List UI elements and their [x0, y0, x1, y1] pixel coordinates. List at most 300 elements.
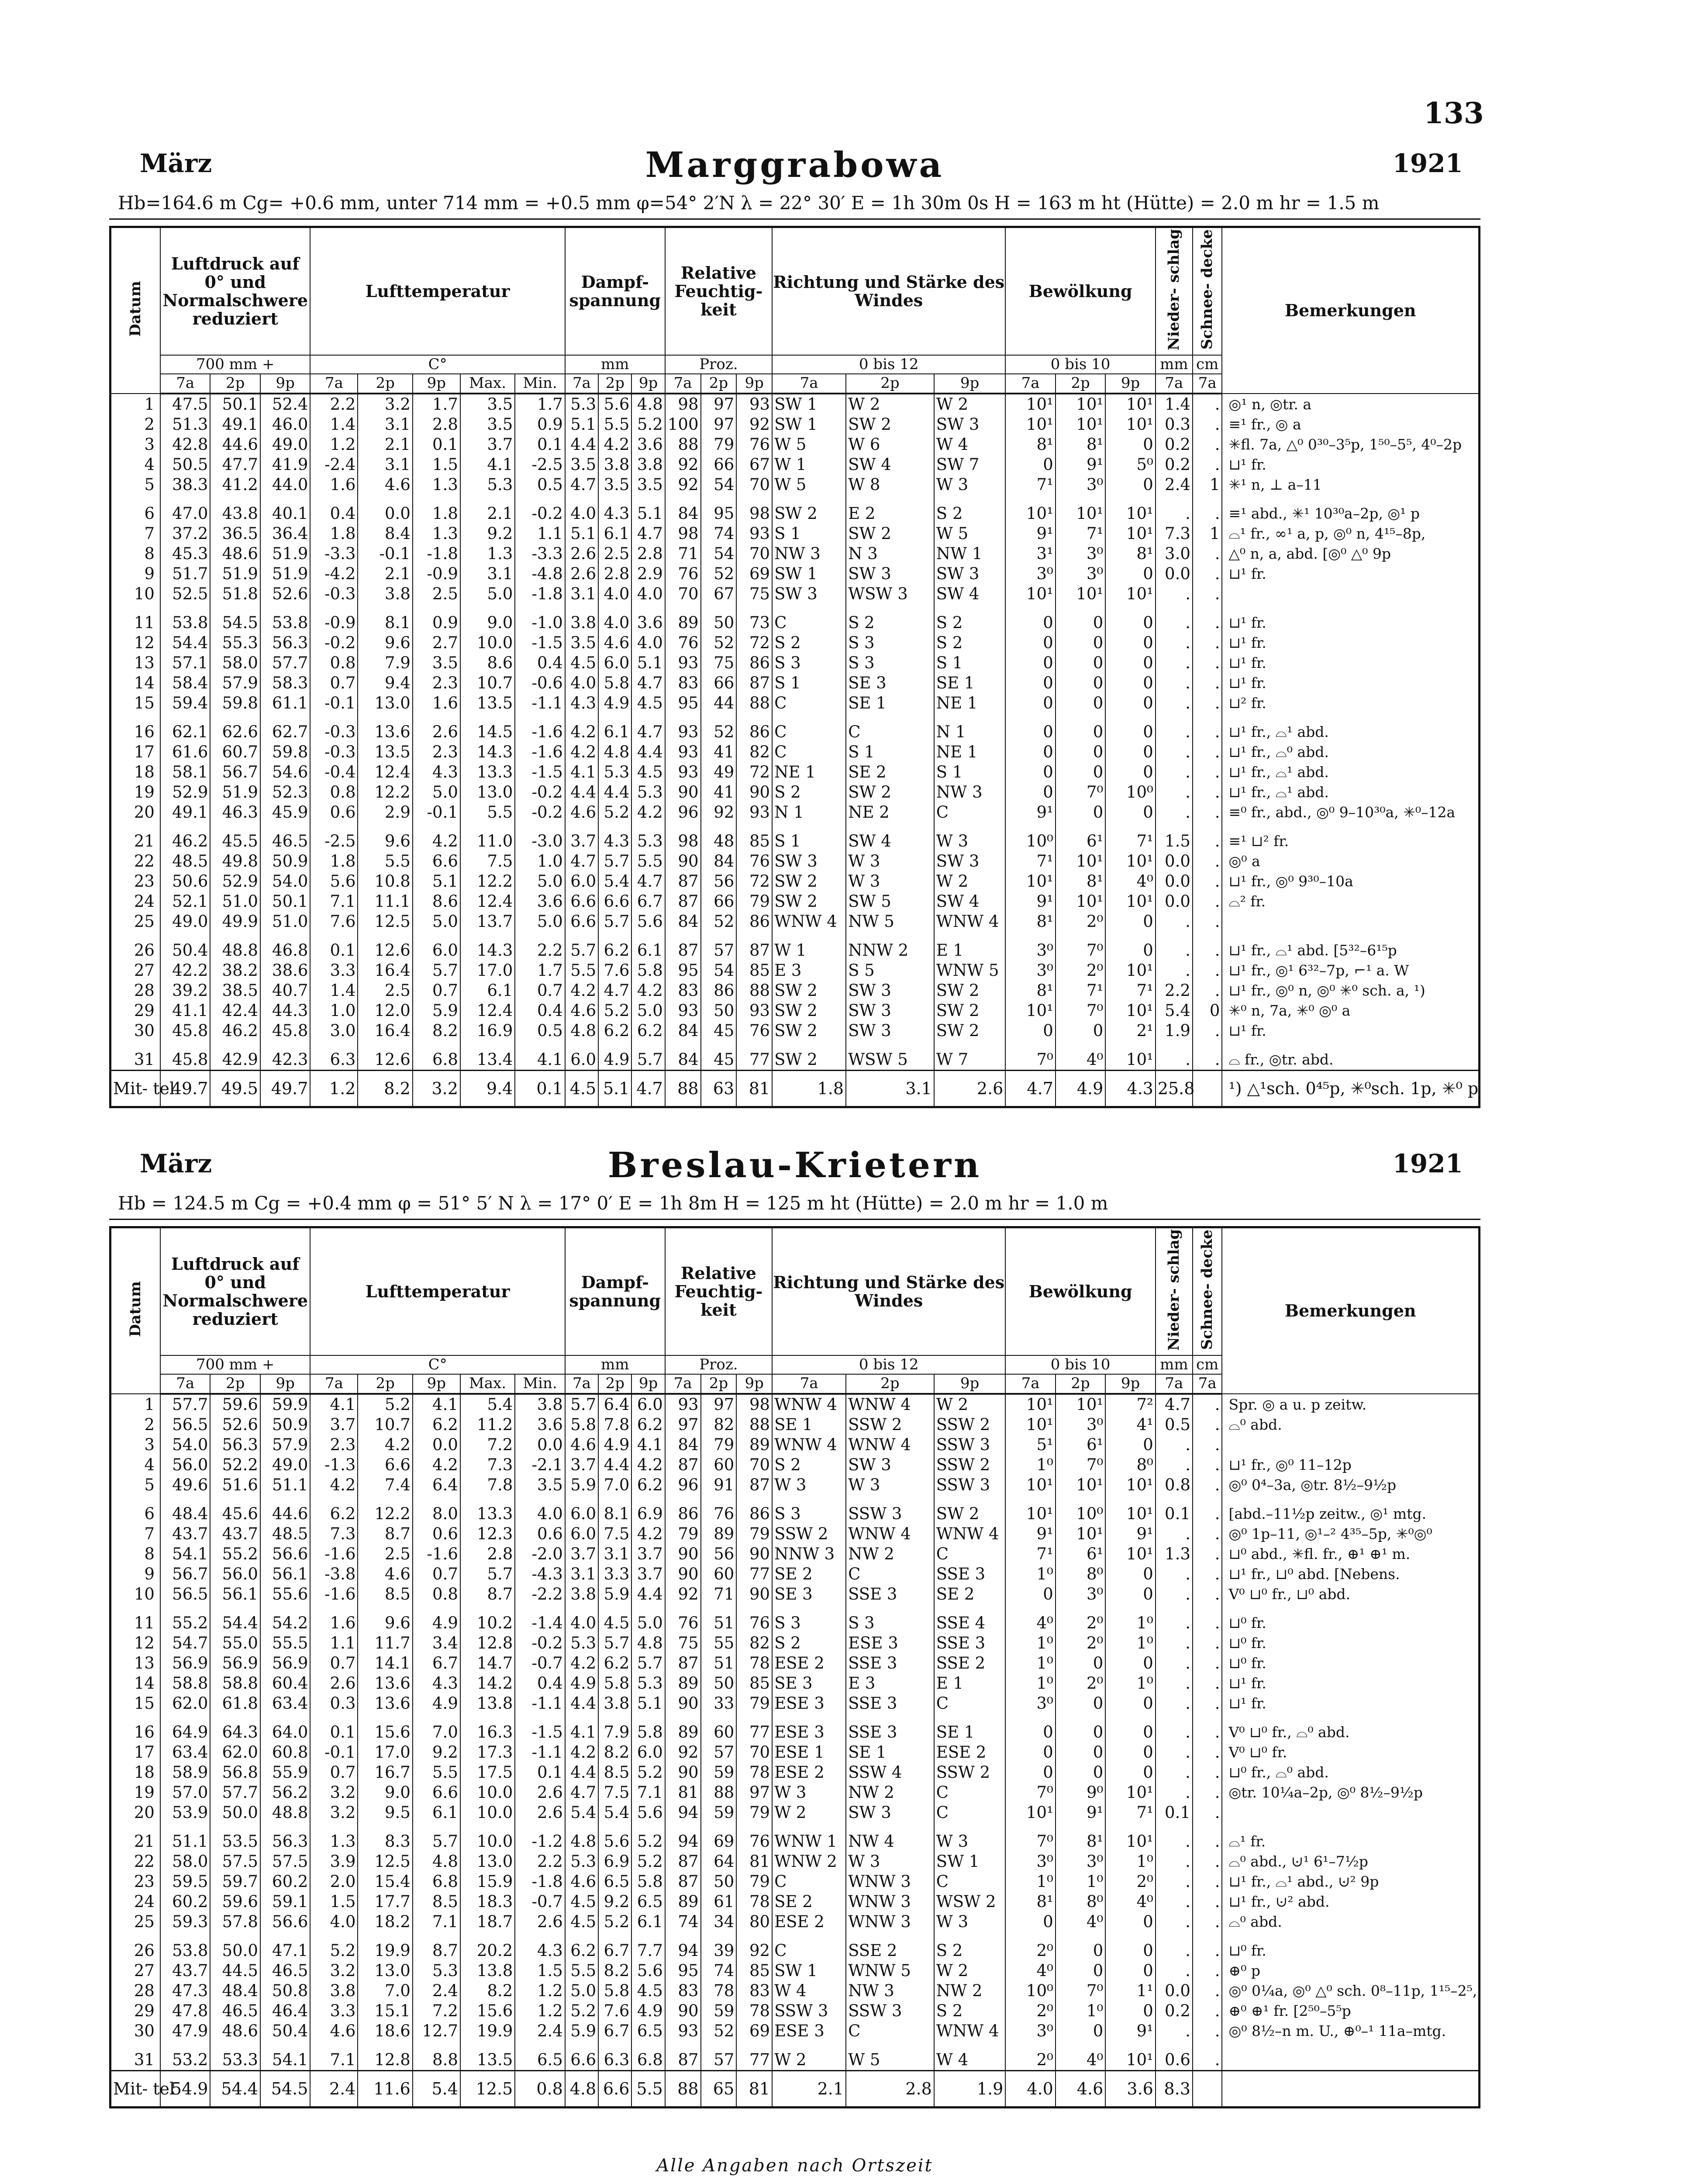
temperature-cell: 10.8: [358, 871, 412, 892]
day-cell: 1: [110, 1394, 160, 1415]
humidity-cell: 50: [701, 1001, 737, 1021]
cloud-cell: 0: [1056, 673, 1105, 693]
precipitation-cell: .: [1156, 1823, 1193, 1852]
temperature-cell: 0.1: [310, 1714, 358, 1742]
pressure-cell: 46.2: [160, 822, 210, 851]
wind-cell: E 2: [846, 495, 934, 524]
wind-cell: NE 1: [934, 742, 1006, 762]
humidity-cell: 69: [736, 2021, 772, 2041]
wind-cell: SW 3: [846, 1803, 934, 1823]
cloud-cell: 10¹: [1105, 584, 1156, 604]
wind-mean: 2.1: [772, 2070, 846, 2107]
vapour-cell: 5.7: [598, 1633, 631, 1653]
temperature-cell: 1.6: [413, 693, 460, 713]
table-row: [110, 2041, 1480, 2071]
remarks-footnote: ¹) △¹sch. 0⁴⁵p, ✳⁰sch. 1p, ✳⁰ p: [1222, 1070, 1479, 1107]
vapour-cell: 4.2: [631, 1524, 665, 1544]
pressure-cell: 49.9: [210, 912, 260, 932]
cloud-cell: 0: [1056, 1653, 1105, 1673]
temperature-cell: 7.1: [310, 892, 358, 912]
vapour-cell: 5.7: [598, 912, 631, 932]
table-row: [110, 1823, 1480, 1852]
vapour-cell: 6.0: [565, 1495, 598, 1524]
col-time-t9: 9p: [631, 374, 665, 393]
temperature-cell: -1.2: [515, 1823, 565, 1852]
wind-cell: SW 4: [934, 892, 1006, 912]
cloud-cell: 1⁰: [1005, 1564, 1055, 1584]
vapour-cell: 4.7: [631, 524, 665, 544]
pressure-cell: 58.4: [160, 673, 210, 693]
temperature-cell: 0.4: [515, 1001, 565, 1021]
cloud-cell: 10¹: [1005, 495, 1055, 524]
wind-cell: SW 2: [934, 1001, 1006, 1021]
humidity-cell: 86: [701, 981, 737, 1001]
day-cell: 9: [110, 1564, 160, 1584]
cloud-mean: 4.0: [1005, 2070, 1055, 2107]
temperature-cell: 8.7: [460, 1584, 515, 1604]
table-row: [110, 742, 1480, 762]
temperature-cell: 10.0: [460, 633, 515, 653]
wind-cell: SW 3: [846, 1021, 934, 1041]
temperature-cell: 6.2: [413, 1415, 460, 1435]
cloud-cell: 3⁰: [1056, 564, 1105, 584]
cloud-cell: 7⁰: [1056, 1455, 1105, 1475]
snow-cell: 1: [1193, 524, 1222, 544]
snow-cell: .: [1193, 1742, 1222, 1762]
precipitation-cell: 0.8: [1156, 1475, 1193, 1495]
temperature-cell: 13.8: [460, 1693, 515, 1714]
table-row: [110, 1932, 1480, 1961]
vapour-cell: 4.3: [598, 822, 631, 851]
humidity-cell: 44: [701, 693, 737, 713]
temperature-cell: -4.3: [515, 1564, 565, 1584]
wind-cell: SSE 3: [934, 1633, 1006, 1653]
temperature-cell: 3.1: [358, 455, 412, 475]
temperature-cell: 0.0: [413, 1435, 460, 1455]
humidity-cell: 93: [736, 394, 772, 415]
humidity-cell: 77: [736, 1041, 772, 1071]
precipitation-cell: .: [1156, 1961, 1193, 1981]
remarks-cell: [abd.–11½p zeitw., ◎¹ mtg.: [1222, 1495, 1479, 1524]
wind-mean: 1.9: [934, 2070, 1006, 2107]
wind-cell: SW 7: [934, 455, 1006, 475]
temperature-cell: 15.1: [358, 2001, 412, 2021]
temperature-cell: 13.0: [460, 1852, 515, 1872]
pressure-cell: 41.2: [210, 475, 260, 495]
pressure-cell: 40.1: [260, 495, 310, 524]
pressure-cell: 44.0: [260, 475, 310, 495]
humidity-cell: 66: [701, 673, 737, 693]
snow-cell: .: [1193, 822, 1222, 851]
humidity-cell: 66: [701, 892, 737, 912]
vapour-cell: 5.2: [598, 1001, 631, 1021]
vapour-cell: 4.0: [565, 495, 598, 524]
table-row: [110, 1912, 1480, 1932]
humidity-cell: 78: [701, 1981, 737, 2001]
cloud-cell: 1⁰: [1005, 1653, 1055, 1673]
pressure-cell: 63.4: [160, 1742, 210, 1762]
humidity-cell: 87: [665, 1852, 701, 1872]
snow-cell: .: [1193, 1394, 1222, 1415]
wind-cell: SSW 2: [934, 1455, 1006, 1475]
humidity-cell: 56: [701, 1544, 737, 1564]
precipitation-cell: .: [1156, 1584, 1193, 1604]
humidity-cell: 72: [736, 871, 772, 892]
precipitation-cell: .: [1156, 1783, 1193, 1803]
pressure-cell: 51.9: [260, 544, 310, 564]
temperature-cell: 12.2: [358, 782, 412, 802]
temperature-cell: 5.4: [460, 1394, 515, 1415]
temperature-cell: 4.2: [310, 1475, 358, 1495]
temperature-cell: 12.6: [358, 932, 412, 961]
day-cell: 2: [110, 1415, 160, 1435]
humidity-cell: 76: [736, 851, 772, 871]
vapour-cell: 6.6: [565, 912, 598, 932]
wind-cell: SW 2: [846, 415, 934, 435]
wind-cell: SE 1: [934, 1714, 1006, 1742]
vapour-cell: 5.1: [631, 1693, 665, 1714]
pressure-cell: 62.6: [210, 713, 260, 742]
snow-cell: .: [1193, 1475, 1222, 1495]
temperature-cell: 5.3: [460, 475, 515, 495]
pressure-cell: 49.1: [210, 415, 260, 435]
cloud-cell: 0: [1056, 1714, 1105, 1742]
day-cell: 28: [110, 1981, 160, 2001]
col-temp-t2: 2p: [358, 374, 412, 393]
unit-wind: 0 bis 12: [772, 1355, 1005, 1374]
vapour-cell: 4.9: [565, 1673, 598, 1693]
cloud-cell: 10¹: [1105, 1001, 1156, 1021]
wind-cell: S 2: [772, 633, 846, 653]
temperature-cell: -0.1: [310, 693, 358, 713]
temperature-cell: 12.2: [460, 871, 515, 892]
temperature-cell: 12.7: [413, 2021, 460, 2041]
pressure-cell: 54.2: [260, 1604, 310, 1633]
header-datum: [110, 1227, 160, 1394]
pressure-cell: 55.3: [210, 633, 260, 653]
pressure-cell: 58.1: [160, 762, 210, 782]
temperature-cell: 13.6: [358, 1693, 412, 1714]
wind-cell: NW 3: [934, 782, 1006, 802]
cloud-cell: 0: [1056, 742, 1105, 762]
mean-row: [110, 2070, 1480, 2107]
temperature-cell: 1.8: [310, 524, 358, 544]
table-row: [110, 564, 1480, 584]
temperature-cell: 4.6: [358, 475, 412, 495]
temperature-cell: 0.5: [515, 475, 565, 495]
remarks-cell: ⊔¹ fr., ⌓¹ abd.: [1222, 782, 1479, 802]
pressure-cell: 52.1: [160, 892, 210, 912]
table-row: [110, 1435, 1480, 1455]
humidity-cell: 57: [701, 2041, 737, 2071]
wind-cell: C: [772, 693, 846, 713]
vapour-cell: 6.8: [631, 2041, 665, 2071]
temperature-cell: 1.7: [515, 394, 565, 415]
snow-cell: .: [1193, 892, 1222, 912]
precipitation-cell: .: [1156, 584, 1193, 604]
vapour-cell: 7.7: [631, 1932, 665, 1961]
cloud-cell: 1⁰: [1105, 1633, 1156, 1653]
temperature-cell: 7.3: [460, 1455, 515, 1475]
wind-cell: N 1: [772, 802, 846, 822]
pressure-cell: 44.6: [260, 1495, 310, 1524]
col-time-t2: 2p: [1056, 374, 1105, 393]
temperature-cell: 8.0: [413, 1495, 460, 1524]
temperature-cell: 0.1: [413, 435, 460, 455]
col-time-t7: 7a: [1193, 1374, 1222, 1393]
vapour-cell: 4.2: [565, 981, 598, 1001]
vapour-cell: 4.7: [565, 1783, 598, 1803]
pressure-cell: 50.0: [210, 1932, 260, 1961]
temperature-cell: 16.4: [358, 961, 412, 981]
vapour-cell: 6.7: [631, 892, 665, 912]
temperature-cell: 7.3: [310, 1524, 358, 1544]
temperature-cell: 0.9: [515, 415, 565, 435]
temperature-cell: 3.7: [310, 1415, 358, 1435]
wind-cell: W 5: [772, 435, 846, 455]
wind-cell: C: [934, 1803, 1006, 1823]
vapour-cell: 2.8: [631, 544, 665, 564]
pressure-cell: 57.9: [260, 1435, 310, 1455]
vapour-cell: 4.6: [565, 1001, 598, 1021]
vapour-cell: 3.5: [565, 455, 598, 475]
wind-cell: ESE 3: [772, 2021, 846, 2041]
precipitation-cell: .: [1156, 1653, 1193, 1673]
wind-cell: SE 3: [772, 1673, 846, 1693]
vapour-cell: 5.5: [598, 415, 631, 435]
humidity-cell: 96: [665, 802, 701, 822]
pressure-cell: 53.8: [160, 604, 210, 633]
vapour-cell: 5.3: [565, 1633, 598, 1653]
temperature-cell: 7.1: [413, 1912, 460, 1932]
col-time-t7: 7a: [160, 374, 210, 393]
vapour-cell: 5.4: [598, 1803, 631, 1823]
cloud-cell: 0: [1105, 564, 1156, 584]
day-cell: 24: [110, 1892, 160, 1912]
cloud-cell: 1⁰: [1105, 1604, 1156, 1633]
humidity-cell: 94: [665, 1823, 701, 1852]
cloud-cell: 8⁰: [1056, 1564, 1105, 1584]
humidity-cell: 93: [665, 713, 701, 742]
wind-cell: S 2: [934, 2001, 1006, 2021]
wind-cell: C: [934, 1693, 1006, 1714]
table-row: [110, 1544, 1480, 1564]
cloud-cell: 10¹: [1056, 584, 1105, 604]
precipitation-cell: 0.2: [1156, 435, 1193, 455]
wind-cell: S 2: [772, 782, 846, 802]
cloud-cell: 4⁰: [1005, 1604, 1055, 1633]
pressure-cell: 48.5: [260, 1524, 310, 1544]
cloud-cell: 0: [1005, 653, 1055, 673]
wind-cell: W 1: [772, 932, 846, 961]
precipitation-cell: 1.5: [1156, 822, 1193, 851]
temperature-cell: 0.8: [413, 1584, 460, 1604]
wind-cell: NNW 2: [846, 932, 934, 961]
header-datum-label: Datum: [126, 281, 144, 337]
precipitation-cell: 0.5: [1156, 1415, 1193, 1435]
vapour-cell: 6.7: [598, 1932, 631, 1961]
wind-cell: SSW 2: [846, 1415, 934, 1435]
humidity-cell: 67: [736, 455, 772, 475]
cloud-cell: 4⁰: [1105, 871, 1156, 892]
temperature-cell: 1.3: [413, 475, 460, 495]
wind-cell: C: [772, 604, 846, 633]
temperature-cell: 1.4: [310, 415, 358, 435]
temperature-cell: 7.1: [310, 2041, 358, 2071]
precipitation-cell: .: [1156, 1912, 1193, 1932]
wind-cell: SSW 4: [846, 1762, 934, 1783]
humidity-cell: 73: [736, 604, 772, 633]
wind-cell: SSE 3: [846, 1693, 934, 1714]
cloud-cell: 1⁰: [1005, 1455, 1055, 1475]
wind-cell: SE 3: [772, 1584, 846, 1604]
temperature-cell: -0.1: [413, 802, 460, 822]
temperature-cell: 12.2: [358, 1495, 412, 1524]
remarks-cell: ✳fl. 7a, △⁰ 0³⁰–3⁵p, 1⁵⁰–5⁵, 4⁰–2p: [1222, 435, 1479, 455]
pressure-cell: 51.3: [160, 415, 210, 435]
col-time-t7: 7a: [1193, 374, 1222, 393]
remarks-cell: ⊔¹ fr., ⊔⁰ abd. [Nebens.: [1222, 1564, 1479, 1584]
header-bemerkungen: Bemerkungen: [1222, 227, 1479, 394]
cloud-cell: 4⁰: [1056, 1912, 1105, 1932]
wind-cell: WNW 1: [772, 1823, 846, 1852]
pressure-cell: 51.6: [210, 1475, 260, 1495]
cloud-cell: 2⁰: [1056, 961, 1105, 981]
vapour-cell: 4.7: [565, 475, 598, 495]
wind-cell: S 2: [934, 495, 1006, 524]
vapour-cell: 4.5: [631, 1981, 665, 2001]
pressure-cell: 38.5: [210, 981, 260, 1001]
humidity-cell: 86: [736, 912, 772, 932]
snow-cell: .: [1193, 495, 1222, 524]
snow-cell: .: [1193, 2021, 1222, 2041]
temperature-cell: 10.7: [460, 673, 515, 693]
wind-cell: SSW 2: [934, 1762, 1006, 1783]
wind-cell: W 3: [934, 1912, 1006, 1932]
day-cell: 4: [110, 1455, 160, 1475]
pressure-cell: 46.2: [210, 1021, 260, 1041]
temperature-cell: 0.6: [310, 802, 358, 822]
pressure-cell: 52.9: [210, 871, 260, 892]
remarks-cell: ◎⁰ a: [1222, 851, 1479, 871]
wind-cell: W 2: [934, 1394, 1006, 1415]
day-cell: 18: [110, 1762, 160, 1783]
temperature-cell: 12.4: [460, 1001, 515, 1021]
precipitation-cell: 0.0: [1156, 1981, 1193, 2001]
temperature-cell: 1.4: [310, 981, 358, 1001]
wind-cell: W 3: [772, 1475, 846, 1495]
table-row: [110, 1475, 1480, 1495]
temperature-cell: 0.0: [515, 1435, 565, 1455]
precipitation-cell: .: [1156, 673, 1193, 693]
vapour-cell: 4.2: [631, 802, 665, 822]
humidity-cell: 52: [701, 912, 737, 932]
pressure-cell: 49.0: [260, 1455, 310, 1475]
cloud-cell: 2⁰: [1005, 2001, 1055, 2021]
humidity-cell: 93: [665, 762, 701, 782]
vapour-cell: 6.0: [598, 653, 631, 673]
humidity-cell: 79: [736, 892, 772, 912]
day-cell: 12: [110, 633, 160, 653]
remarks-cell: ≡¹ fr., ◎ a: [1222, 415, 1479, 435]
col-time-t7: 7a: [772, 374, 846, 393]
temperature-cell: 0.4: [515, 1673, 565, 1693]
temperature-cell: 17.5: [460, 1762, 515, 1783]
vapour-cell: 4.5: [565, 1892, 598, 1912]
temperature-cell: 12.4: [460, 892, 515, 912]
snow-cell: .: [1193, 981, 1222, 1001]
vapour-cell: 3.8: [565, 604, 598, 633]
humidity-cell: 82: [701, 1415, 737, 1435]
pressure-cell: 63.4: [260, 1693, 310, 1714]
temperature-cell: 6.3: [310, 1041, 358, 1071]
snow-cell: .: [1193, 1544, 1222, 1564]
col-time-t7: 7a: [565, 1374, 598, 1393]
wind-cell: W 3: [772, 1783, 846, 1803]
temperature-cell: 2.2: [310, 394, 358, 415]
table-row: [110, 892, 1480, 912]
precipitation-cell: 1.3: [1156, 1544, 1193, 1564]
day-cell: 13: [110, 1653, 160, 1673]
cloud-cell: 8¹: [1056, 435, 1105, 455]
year-label: 1921: [1392, 149, 1463, 178]
snow-cell: .: [1193, 1981, 1222, 2001]
vapour-cell: 4.9: [631, 2001, 665, 2021]
cloud-cell: 2⁰: [1056, 1673, 1105, 1693]
temperature-cell: 10.7: [358, 1415, 412, 1435]
remarks-cell: ⌓ fr., ◎tr. abd.: [1222, 1041, 1479, 1071]
day-cell: 21: [110, 1823, 160, 1852]
temperature-cell: 14.1: [358, 1653, 412, 1673]
vapour-cell: 5.2: [631, 415, 665, 435]
temperature-cell: 4.1: [310, 1394, 358, 1415]
pressure-cell: 45.3: [160, 544, 210, 564]
wind-cell: NNW 3: [772, 1544, 846, 1564]
day-cell: 3: [110, 1435, 160, 1455]
col-temp-t9: 9p: [413, 374, 460, 393]
pressure-cell: 60.4: [260, 1673, 310, 1693]
cloud-cell: 9¹: [1005, 524, 1055, 544]
temperature-cell: 1.0: [310, 1001, 358, 1021]
vapour-cell: 2.6: [565, 544, 598, 564]
pressure-cell: 42.9: [210, 1041, 260, 1071]
precipitation-cell: 4.7: [1156, 1394, 1193, 1415]
wind-cell: SW 2: [934, 1495, 1006, 1524]
pressure-cell: 48.6: [210, 2021, 260, 2041]
table-row: [110, 851, 1480, 871]
temperature-cell: -0.1: [310, 1742, 358, 1762]
cloud-cell: 0: [1105, 693, 1156, 713]
temperature-cell: 1.3: [413, 524, 460, 544]
wind-cell: NW 3: [846, 1981, 934, 2001]
pressure-cell: 58.8: [210, 1673, 260, 1693]
cloud-cell: 3⁰: [1056, 1584, 1105, 1604]
humidity-cell: 57: [701, 932, 737, 961]
temperature-cell: 11.1: [358, 892, 412, 912]
cloud-cell: 4⁰: [1005, 1961, 1055, 1981]
day-cell: 11: [110, 1604, 160, 1633]
temperature-cell: 6.2: [310, 1495, 358, 1524]
col-temp-tmin: Min.: [515, 374, 565, 393]
temperature-cell: -1.3: [310, 1455, 358, 1475]
temperature-cell: 18.7: [460, 1912, 515, 1932]
temperature-cell: 12.8: [358, 2041, 412, 2071]
pressure-cell: 48.8: [210, 932, 260, 961]
wind-cell: C: [846, 1564, 934, 1584]
temperature-cell: 8.5: [358, 1584, 412, 1604]
pressure-cell: 47.7: [210, 455, 260, 475]
pressure-cell: 49.0: [260, 435, 310, 455]
